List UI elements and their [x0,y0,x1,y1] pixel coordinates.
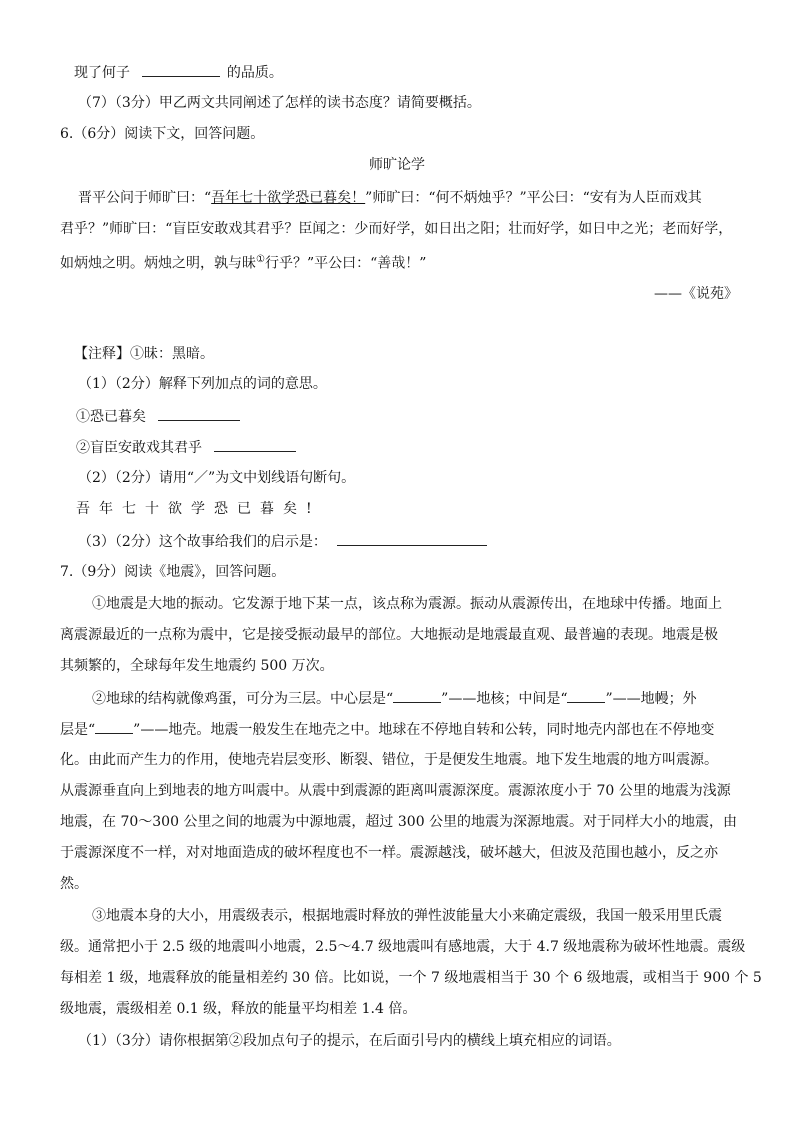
q6-passage-line-2: 君乎？”师旷曰：“盲臣安敢戏其君乎？臣闻之：少而好学，如日出之阳；壮而好学，如日中之光；老而好学， [60,221,733,237]
q7-para3-line-3: 每相差 1 级，地震释放的能量相差约 30 倍。比如说，一个 7 级地震相当于 30 个 6 级地震，或相当于 900 个 5 [60,970,762,986]
q6-note: 【注释】①昧：黑暗。 [74,346,214,362]
answer-blank-sub3[interactable] [337,531,487,546]
q6-passage-line-1: 晋平公问于师旷曰：“吾年七十欲学恐已暮矣！”师旷曰：“何不炳烛乎？”平公曰：“安有为人臣而戏其 [78,190,702,206]
underlined-sentence: 吾年七十欲学恐已暮矣！ [211,190,366,206]
q7-sub1: （1）（3分）请你根据第②段加点句子的提示，在后面引号内的横线上填充相应的词语。 [78,1033,621,1049]
q7-para3-line-4: 级地震，震级相差 0.1 级，释放的能量平均相差 1.4 倍。 [60,1001,417,1017]
q6-sub2-text: 吾年七十欲学恐已暮矣! [76,501,321,517]
answer-blank-sub1-b[interactable] [214,437,296,452]
q7-para2-line-1: ②地球的结构就像鸡蛋，可分为三层。中心层是“ ”——地核；中间是“ ”——地幔；外 [92,688,697,709]
q7-para2-line-6: 于震源深度不一样，对对地面造成的破坏程度也不一样。震源越浅，破坏越大，但波及范围也越小，反之亦 [60,845,718,861]
answer-blank-q5[interactable] [142,62,220,77]
blank-mantle[interactable] [567,688,605,703]
blank-core[interactable] [393,688,441,703]
answer-blank-sub1-a[interactable] [158,406,240,421]
q7-para2-line-5: 地震，在 70～300 公里之间的地震为中源地震，超过 300 公里的地震为深源地震。对于同样大小的地震，由 [60,814,738,830]
q7-para2-line-4: 从震源垂直向上到地表的地方叫震中。从震中到震源的距离叫震源深度。震源浓度小于 70 公里的地震为浅源 [60,783,731,799]
q7-para1-line-1: ①地震是大地的振动。它发源于地下某一点，该点称为震源。振动从震源传出，在地球中传播。地面上 [92,596,722,612]
q7-header: 7.（9分）阅读《地震》，回答问题。 [60,564,286,580]
q6-header: 6.（6分）阅读下文，回答问题。 [60,126,265,142]
q7-para2-line-2: 层是“ ”——地壳。地震一般发生在地壳之中。地球在不停地自转和公转，同时地壳内部也在不停地变 [60,719,714,740]
q5-line-1 [74,62,283,83]
q7-para1-line-3: 其频繁的，全球每年发生地震约 500 万次。 [60,658,334,674]
q7-para2-line-3: 化。由此而产生力的作用，使地壳岩层变形、断裂、错位，于是便发生地震。地下发生地震的地方叫震源。 [60,752,718,768]
q6-sub2: （2）（2分）请用“／”为文中划线语句断句。 [78,470,356,486]
blank-crust[interactable] [95,719,133,734]
q6-source: ——《说苑》 [654,286,738,302]
q5-line1-pre: 现了何子 [74,65,130,81]
q7-para3-line-2: 级。通常把小于 2.5 级的地震叫小地震，2.5～4.7 级地震叫有感地震，大于 4.7 级地震称为破坏性地震。震级 [60,939,746,955]
q6-passage-title: 师旷论学 [369,157,425,173]
q6-sub1: （1）（2分）解释下列加点的词的意思。 [78,376,327,392]
q7-para1-line-2: 离震源最近的一点称为震中，它是接受振动最早的部位。大地振动是地震最直观、最普遍的表现。地震是极 [60,627,718,643]
q7-para3-line-1: ③地震本身的大小，用震级表示，根据地震时释放的弹性波能量大小来确定震级，我国一般采用里氏震 [92,908,722,924]
q5-sub7: （7）（3分）甲乙两文共同阐述了怎样的读书态度？请简要概括。 [78,95,481,111]
q6-sub3: （3）（2分）这个故事给我们的启示是： [78,531,487,552]
q6-sub1-b: ②盲臣安敢戏其君乎 [76,437,296,458]
footnote-marker: ① [256,254,265,265]
q6-passage-line-3: 如炳烛之明。炳烛之明，孰与昧①行乎？”平公曰：“善哉！” [60,254,427,272]
q7-para2-line-7: 然。 [60,876,88,892]
q5-line1-post: 的品质。 [226,65,283,81]
q6-sub1-a: ①恐已暮矣 [76,406,240,427]
